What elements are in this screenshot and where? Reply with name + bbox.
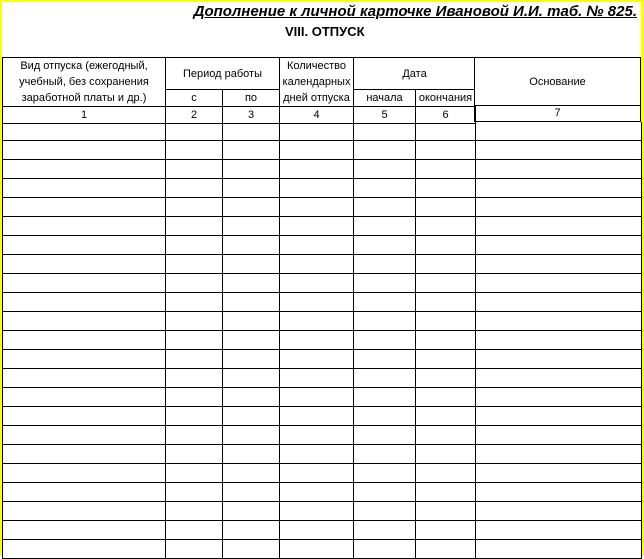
table-cell[interactable]: [476, 198, 642, 217]
table-cell[interactable]: [354, 122, 416, 141]
leave-table-header: [2, 57, 476, 124]
sheet-frame-top: [0, 0, 644, 2]
table-cell[interactable]: [354, 388, 416, 407]
column-number-4: 4: [280, 107, 354, 124]
table-cell[interactable]: [354, 217, 416, 236]
table-cell[interactable]: [354, 521, 416, 540]
table-cell[interactable]: [280, 369, 354, 388]
table-cell[interactable]: [223, 293, 280, 312]
table-cell[interactable]: [476, 521, 642, 540]
table-row: [3, 255, 642, 274]
table-cell[interactable]: [3, 407, 166, 426]
table-row: [3, 331, 642, 350]
section-title: VIII. ОТПУСК: [285, 24, 365, 39]
table-cell[interactable]: [280, 331, 354, 350]
table-cell[interactable]: [280, 312, 354, 331]
table-cell[interactable]: [354, 426, 416, 445]
column-number-1: 1: [3, 107, 166, 124]
table-cell[interactable]: [476, 426, 642, 445]
table-cell[interactable]: [476, 369, 642, 388]
table-cell[interactable]: [223, 502, 280, 521]
table-cell[interactable]: [223, 369, 280, 388]
table-cell[interactable]: [416, 198, 476, 217]
table-cell[interactable]: [223, 331, 280, 350]
table-row: [3, 464, 642, 483]
table-cell[interactable]: [416, 312, 476, 331]
table-row: [3, 540, 642, 559]
table-cell[interactable]: [354, 179, 416, 198]
table-cell[interactable]: [280, 217, 354, 236]
table-cell[interactable]: [476, 540, 642, 559]
table-cell[interactable]: [3, 236, 166, 255]
table-cell[interactable]: [476, 407, 642, 426]
table-cell[interactable]: [354, 464, 416, 483]
table-cell[interactable]: [476, 483, 642, 502]
table-cell[interactable]: [416, 445, 476, 464]
table-cell[interactable]: [166, 160, 223, 179]
table-cell[interactable]: [166, 217, 223, 236]
table-cell[interactable]: [354, 407, 416, 426]
header-date-end: окончания: [416, 90, 476, 107]
table-cell[interactable]: [166, 122, 223, 141]
table-cell[interactable]: [354, 483, 416, 502]
table-cell[interactable]: [416, 464, 476, 483]
table-cell[interactable]: [166, 483, 223, 502]
table-cell[interactable]: [223, 464, 280, 483]
header-period-to: по: [223, 90, 280, 107]
table-cell[interactable]: [280, 540, 354, 559]
table-cell[interactable]: [416, 179, 476, 198]
table-cell[interactable]: [416, 141, 476, 160]
table-row: [3, 502, 642, 521]
table-cell[interactable]: [3, 540, 166, 559]
table-row: [3, 445, 642, 464]
table-row: [3, 217, 642, 236]
header-days-count: Количество календарных дней отпуска: [280, 58, 354, 107]
table-cell[interactable]: [223, 198, 280, 217]
table-cell[interactable]: [476, 464, 642, 483]
table-cell[interactable]: [476, 236, 642, 255]
table-cell[interactable]: [280, 293, 354, 312]
table-cell[interactable]: [476, 312, 642, 331]
table-cell[interactable]: [416, 122, 476, 141]
column-number-3: 3: [223, 107, 280, 124]
table-cell[interactable]: [166, 407, 223, 426]
column-number-2: 2: [166, 107, 223, 124]
table-cell[interactable]: [416, 407, 476, 426]
table-cell[interactable]: [354, 236, 416, 255]
table-cell[interactable]: [416, 217, 476, 236]
column-number-6: 6: [416, 107, 476, 124]
table-row: [3, 312, 642, 331]
table-cell[interactable]: [223, 255, 280, 274]
table-cell[interactable]: [354, 369, 416, 388]
table-cell[interactable]: [354, 293, 416, 312]
table-cell[interactable]: [223, 407, 280, 426]
table-cell[interactable]: [280, 141, 354, 160]
table-cell[interactable]: [3, 369, 166, 388]
table-row: [3, 274, 642, 293]
table-cell[interactable]: [280, 236, 354, 255]
table-row: [3, 160, 642, 179]
table-cell[interactable]: [476, 350, 642, 369]
table-cell[interactable]: [354, 255, 416, 274]
table-cell[interactable]: [416, 426, 476, 445]
table-cell[interactable]: [166, 426, 223, 445]
table-cell[interactable]: [223, 236, 280, 255]
table-cell[interactable]: [166, 540, 223, 559]
table-cell[interactable]: [3, 464, 166, 483]
table-cell[interactable]: [354, 198, 416, 217]
table-cell[interactable]: [3, 217, 166, 236]
basis-number-cell-wrap: [474, 105, 641, 122]
table-cell[interactable]: [280, 445, 354, 464]
header-leave-type: Вид отпуска (ежегодный, учебный, без сохранения заработной платы и др.): [3, 58, 166, 107]
table-cell[interactable]: [476, 388, 642, 407]
table-cell[interactable]: [280, 198, 354, 217]
table-cell[interactable]: [280, 160, 354, 179]
table-cell[interactable]: [3, 255, 166, 274]
table-row: [3, 141, 642, 160]
table-cell[interactable]: [354, 274, 416, 293]
table-cell[interactable]: [354, 141, 416, 160]
table-cell[interactable]: [280, 350, 354, 369]
table-cell[interactable]: [416, 521, 476, 540]
table-cell[interactable]: [354, 312, 416, 331]
table-row: [3, 236, 642, 255]
table-cell[interactable]: [223, 312, 280, 331]
table-cell[interactable]: [223, 521, 280, 540]
table-row: [3, 388, 642, 407]
table-row: [3, 521, 642, 540]
table-row: [3, 369, 642, 388]
table-cell[interactable]: [166, 255, 223, 274]
table-cell[interactable]: [3, 331, 166, 350]
leave-table-body: [2, 122, 642, 559]
table-cell[interactable]: [476, 293, 642, 312]
table-cell[interactable]: [280, 122, 354, 141]
table-cell[interactable]: [3, 293, 166, 312]
table-row: [3, 179, 642, 198]
table-row: [3, 198, 642, 217]
table-cell[interactable]: [3, 312, 166, 331]
table-cell[interactable]: [280, 483, 354, 502]
table-cell[interactable]: [166, 388, 223, 407]
table-cell[interactable]: [166, 179, 223, 198]
table-cell[interactable]: [166, 141, 223, 160]
table-cell[interactable]: [166, 502, 223, 521]
table-cell[interactable]: [280, 426, 354, 445]
table-cell[interactable]: [416, 369, 476, 388]
leave-table-rows: [2, 122, 642, 559]
table-cell[interactable]: [3, 388, 166, 407]
table-cell[interactable]: [166, 274, 223, 293]
table-cell[interactable]: [354, 445, 416, 464]
table-cell[interactable]: [416, 160, 476, 179]
table-row: [3, 407, 642, 426]
table-cell[interactable]: [476, 502, 642, 521]
table-cell[interactable]: [3, 521, 166, 540]
table-cell[interactable]: [416, 255, 476, 274]
table-cell[interactable]: [280, 502, 354, 521]
table-row: [3, 483, 642, 502]
table-cell[interactable]: [476, 274, 642, 293]
table-cell[interactable]: [416, 540, 476, 559]
header-period-from: с: [166, 90, 223, 107]
header-date-start: начала: [354, 90, 416, 107]
table-cell[interactable]: [354, 502, 416, 521]
table-cell[interactable]: [476, 331, 642, 350]
table-cell[interactable]: [166, 521, 223, 540]
table-row: [3, 350, 642, 369]
table-cell[interactable]: [3, 426, 166, 445]
table-cell[interactable]: [3, 502, 166, 521]
table-cell[interactable]: [3, 160, 166, 179]
table-cell[interactable]: [280, 388, 354, 407]
table-cell[interactable]: [3, 141, 166, 160]
column-number-5: 5: [354, 107, 416, 124]
table-cell[interactable]: [223, 483, 280, 502]
table-cell[interactable]: [223, 179, 280, 198]
table-cell[interactable]: [3, 198, 166, 217]
header-work-period: Период работы: [166, 58, 280, 90]
table-cell[interactable]: [476, 445, 642, 464]
table-cell[interactable]: [223, 350, 280, 369]
table-cell[interactable]: [416, 388, 476, 407]
column-number-7: 7: [474, 105, 641, 122]
table-cell[interactable]: [280, 274, 354, 293]
table-cell[interactable]: [166, 312, 223, 331]
table-cell[interactable]: [354, 350, 416, 369]
table-cell[interactable]: [476, 217, 642, 236]
table-cell[interactable]: [223, 388, 280, 407]
document-title: Дополнение к личной карточке Ивановой И.И. таб. № 825.: [193, 3, 637, 20]
table-cell[interactable]: [223, 160, 280, 179]
table-cell[interactable]: [166, 293, 223, 312]
table-cell[interactable]: [3, 122, 166, 141]
table-cell[interactable]: [166, 369, 223, 388]
table-cell[interactable]: [476, 141, 642, 160]
table-cell[interactable]: [416, 236, 476, 255]
table-cell[interactable]: [166, 464, 223, 483]
table-cell[interactable]: [3, 274, 166, 293]
table-cell[interactable]: [476, 255, 642, 274]
table-cell[interactable]: [3, 483, 166, 502]
header-date: Дата: [354, 58, 476, 90]
table-cell[interactable]: [223, 122, 280, 141]
table-cell[interactable]: [166, 331, 223, 350]
table-cell[interactable]: [3, 179, 166, 198]
table-cell[interactable]: [416, 293, 476, 312]
table-cell[interactable]: [166, 350, 223, 369]
table-cell[interactable]: [223, 445, 280, 464]
table-cell[interactable]: [476, 179, 642, 198]
table-cell[interactable]: [280, 255, 354, 274]
header-basis: Основание: [474, 57, 641, 106]
table-cell[interactable]: [476, 160, 642, 179]
table-cell[interactable]: [416, 483, 476, 502]
table-cell[interactable]: [223, 426, 280, 445]
table-row: [3, 122, 642, 141]
table-cell[interactable]: [354, 331, 416, 350]
table-cell[interactable]: [166, 236, 223, 255]
table-cell[interactable]: [354, 540, 416, 559]
table-cell[interactable]: [223, 141, 280, 160]
table-row: [3, 293, 642, 312]
table-cell[interactable]: [354, 160, 416, 179]
table-cell[interactable]: [3, 445, 166, 464]
table-cell[interactable]: [416, 502, 476, 521]
table-cell[interactable]: [280, 179, 354, 198]
table-cell[interactable]: [223, 217, 280, 236]
table-cell[interactable]: [416, 274, 476, 293]
table-cell[interactable]: [223, 274, 280, 293]
table-cell[interactable]: [280, 464, 354, 483]
table-cell[interactable]: [280, 407, 354, 426]
table-cell[interactable]: [416, 350, 476, 369]
table-cell[interactable]: [3, 350, 166, 369]
table-cell[interactable]: [166, 445, 223, 464]
table-cell[interactable]: [166, 198, 223, 217]
table-cell[interactable]: [280, 521, 354, 540]
table-cell[interactable]: [223, 540, 280, 559]
table-row: [3, 426, 642, 445]
table-cell[interactable]: [416, 331, 476, 350]
table-cell[interactable]: [476, 122, 642, 141]
